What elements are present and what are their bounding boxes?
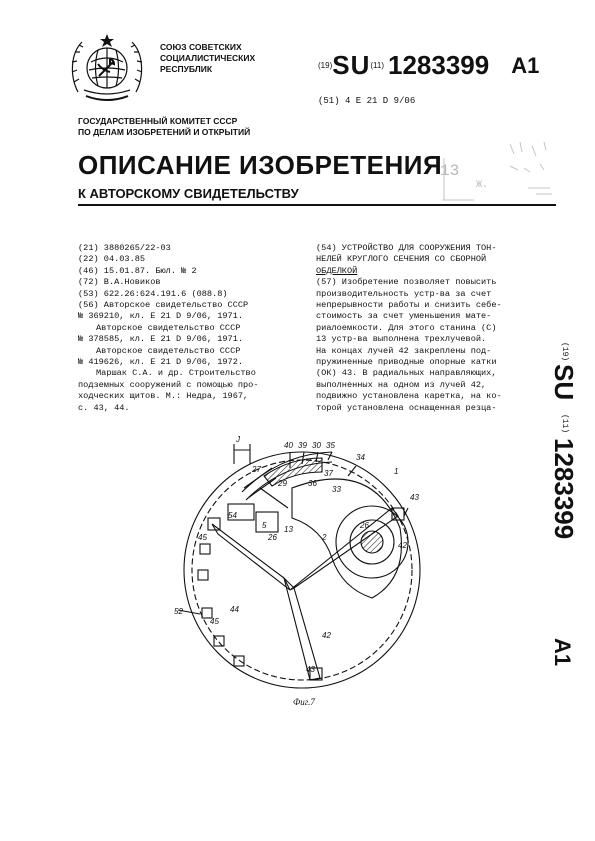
label-42-bottom: 42 [322, 631, 331, 640]
vertical-country-code: SU [549, 364, 579, 401]
label-43-bottom: 43 [306, 665, 315, 674]
soviet-emblem [68, 32, 146, 108]
label-5: 5 [262, 521, 267, 530]
document-subtitle: К АВТОРСКОМУ СВИДЕТЕЛЬСТВУ [78, 186, 299, 201]
inid-code-19: (19) [318, 61, 333, 70]
label-35: 35 [326, 441, 335, 450]
committee-line: ГОСУДАРСТВЕННЫЙ КОМИТЕТ СССР [78, 116, 238, 126]
country-code: SU [332, 50, 371, 80]
abstract-line: стоимость за счет уменьшения мате- [316, 311, 492, 322]
label-27: 27 [252, 465, 261, 474]
label-45-top: 45 [198, 533, 207, 542]
label-26-bottom: 26 [360, 521, 369, 530]
patent-number: 1283399 [388, 50, 490, 80]
abstract-line: (54) УСТРОЙСТВО ДЛЯ СООРУЖЕНИЯ ТОН- [316, 243, 497, 253]
eccentric-disc [292, 479, 401, 598]
label-42-top: 42 [398, 541, 407, 550]
technical-drawing [172, 428, 432, 690]
abstract-line: подвижно установлена каретка, на ко- [316, 391, 502, 402]
biblio-line: (56) Авторское свидетельство СССР [78, 300, 249, 311]
committee-line: ПО ДЕЛАМ ИЗОБРЕТЕНИЙ И ОТКРЫТИЙ [78, 127, 251, 137]
biblio-line: Авторское свидетельство СССР [96, 345, 241, 356]
label-43-right: 43 [410, 493, 419, 502]
label-29: 29 [278, 479, 287, 488]
label-44: 44 [230, 605, 239, 614]
inid-code-11: (11) [370, 61, 384, 70]
abstract-line: выполненных на одном из лучей 42, [316, 379, 487, 390]
abstract-line: производительность устр-ва за счет [316, 288, 492, 299]
label-36: 36 [308, 479, 317, 488]
vertical-patent-digits: 1283399 [549, 438, 579, 540]
abstract-line: НЕЛЕЙ КРУГЛОГО СЕЧЕНИЯ СО СБОРНОЙ [316, 254, 487, 265]
biblio-line: № 378585, кл. Е 21 D 9/06, 1971. [78, 334, 244, 345]
vertical-code-19: (19) [560, 342, 569, 362]
abstract-line: торой установлена оснащенная резца- [316, 402, 497, 413]
bibliographic-data [78, 243, 314, 414]
abstract-line: непрерывности работы и снизить себе- [316, 300, 502, 311]
abstract-line: (57) Изобретение позволяет повысить [316, 277, 497, 288]
carriage-block [256, 512, 278, 532]
biblio-line: (53) 622.26:624.191.6 (088.8) [78, 288, 228, 299]
label-45-bottom: 45 [210, 617, 219, 626]
committee-name [78, 116, 250, 138]
biblio-line: № 419626, кл. Е 21 D 9/06, 1972. [78, 357, 244, 368]
abstract-line: 13 устр-ва выполнена трехлучевой. [316, 334, 487, 345]
library-stamp [440, 140, 555, 202]
vertical-code-11: (11) [560, 414, 569, 434]
outer-ring [184, 452, 420, 688]
organization-name [160, 42, 300, 75]
biblio-line: подземных сооружений с помощью про- [78, 379, 259, 390]
patent-number-block [318, 50, 539, 81]
vertical-kind: A1 [550, 638, 575, 667]
label-26-top: 26 [268, 533, 277, 542]
label-30: 30 [312, 441, 321, 450]
label-34: 34 [356, 453, 365, 462]
abstract-line: пружиненные приводные опорные катки [316, 357, 497, 368]
label-37: 37 [324, 469, 333, 478]
label-52: 52 [174, 607, 183, 616]
abstract-line: На концах лучей 42 закреплены под- [316, 345, 492, 356]
org-line: РЕСПУБЛИК [160, 64, 213, 74]
patent-kind: A1 [511, 52, 540, 78]
biblio-line: с. 43, 44. [78, 402, 130, 413]
biblio-line: Авторское свидетельство СССР [96, 322, 241, 333]
abstract-line: ОБДЕЛКОЙ [316, 265, 358, 276]
frame-ray-left [212, 524, 290, 590]
lining-segment [198, 570, 208, 580]
abstract-text [316, 243, 532, 414]
title-divider [78, 204, 556, 206]
label-J: J [236, 435, 240, 444]
biblio-line: Маршак С.А. и др. Строительство [96, 368, 256, 379]
biblio-line: ходческих щитов. М.: Недра, 1967, [78, 391, 249, 402]
stamp-mark: 13 [440, 162, 460, 180]
label-2: 2 [322, 533, 327, 542]
stamp-small: Ж. [476, 180, 489, 191]
label-1: 1 [394, 467, 399, 476]
label-33: 33 [332, 485, 341, 494]
biblio-line: (22) 04.03.85 [78, 254, 146, 265]
abstract-line: риалоемкости. Для этого станина (С) [316, 322, 497, 333]
org-line: СОЮЗ СОВЕТСКИХ [160, 42, 242, 52]
biblio-line: (72) В.А.Новиков [78, 277, 161, 288]
label-39: 39 [298, 441, 307, 450]
stamp-marks [440, 140, 555, 202]
ipc-classification: (51) 4 Е 21 D 9/06 [318, 96, 416, 106]
abstract-line: (ОК) 43. В радиальных направляющих, [316, 368, 497, 379]
frame-ray-right [290, 508, 398, 590]
biblio-line: № 369210, кл. Е 21 D 9/06, 1971. [78, 311, 244, 322]
document-title: ОПИСАНИЕ ИЗОБРЕТЕНИЯ [78, 150, 443, 180]
org-line: СОЦИАЛИСТИЧЕСКИХ [160, 53, 256, 63]
biblio-line: (46) 15.01.87. Бюл. № 2 [78, 265, 197, 276]
dimension-line [234, 444, 250, 464]
label-54: 54 [228, 511, 237, 520]
figure-caption: Фиг.7 [293, 697, 315, 707]
label-40: 40 [284, 441, 293, 450]
lining-segment [200, 544, 210, 554]
vertical-patent-number [537, 338, 581, 678]
biblio-line: (21) 3880265/22-03 [78, 243, 171, 253]
label-13: 13 [284, 525, 293, 534]
